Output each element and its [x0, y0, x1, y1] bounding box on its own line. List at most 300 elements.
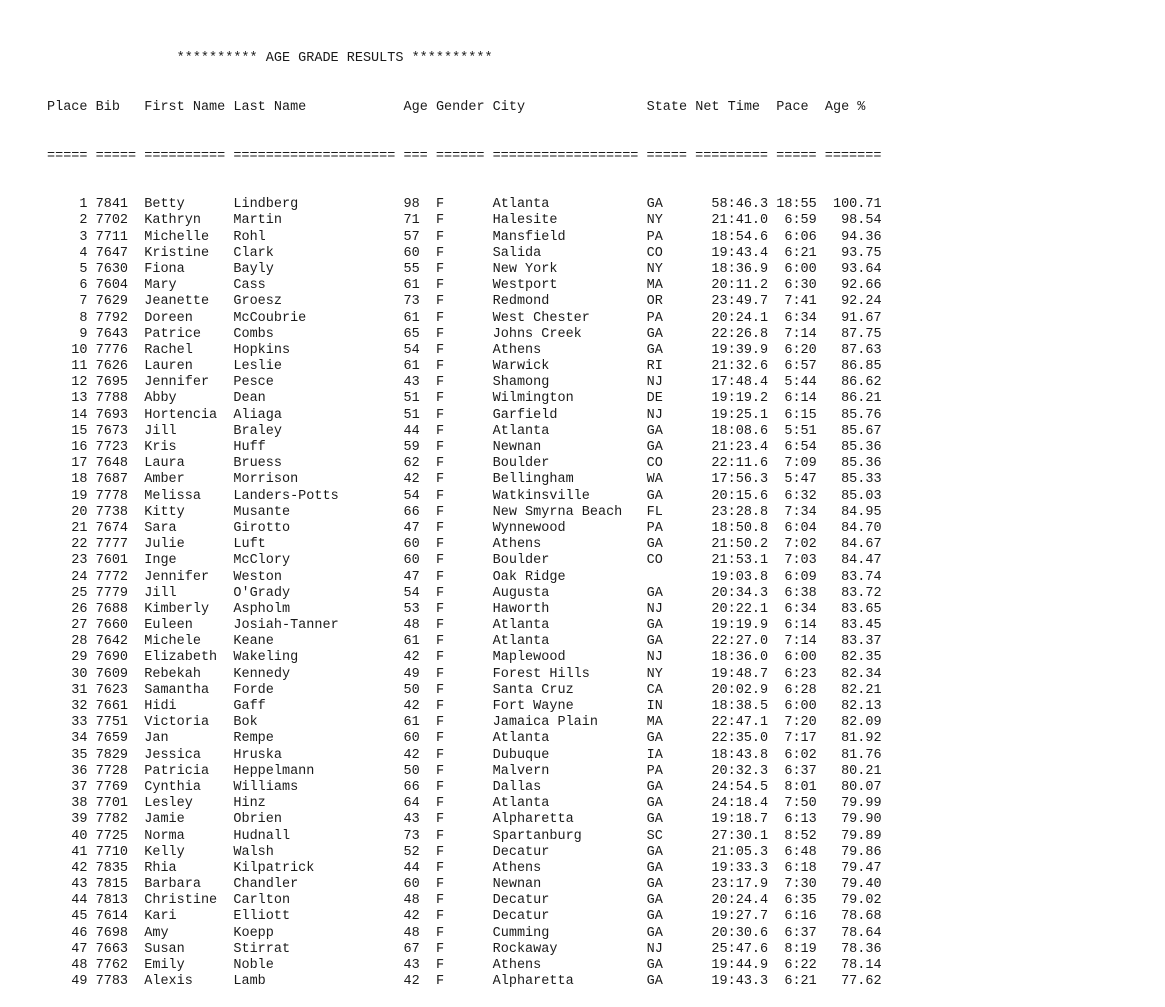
cell-age: 71 — [403, 213, 428, 229]
cell-age: 61 — [403, 715, 428, 731]
cell-pace: 6:04 — [776, 520, 817, 536]
cell-last-name: Keane — [233, 634, 396, 650]
cell-place: 40 — [47, 828, 88, 844]
cell-bib: 7783 — [95, 974, 137, 990]
table-row — [47, 408, 882, 424]
cell-bib: 7660 — [95, 618, 137, 634]
cell-place: 15 — [47, 423, 88, 439]
cell-place: 11 — [47, 359, 88, 375]
cell-age-pct: 79.47 — [824, 860, 882, 876]
cell-first-name: Rachel — [144, 342, 226, 358]
cell-state: GA — [646, 860, 688, 876]
cell-first-name: Kitty — [144, 504, 226, 520]
cell-city: Boulder — [492, 456, 639, 472]
cell-net-time: 21:32.6 — [695, 359, 769, 375]
cell-state — [647, 570, 688, 585]
cell-place: 30 — [47, 666, 88, 682]
cell-net-time: 19:39.9 — [695, 342, 769, 358]
cell-city: Jamaica Plain — [492, 715, 639, 731]
cell-pace: 6:20 — [776, 342, 817, 358]
cell-gender: F — [435, 763, 485, 779]
cell-net-time: 19:48.7 — [695, 666, 769, 682]
cell-last-name: O'Grady — [233, 585, 396, 601]
cell-last-name: Huff — [233, 440, 396, 455]
cell-bib: 7674 — [95, 520, 137, 536]
cell-age-pct: 82.35 — [824, 650, 882, 666]
cell-age-pct: 86.85 — [824, 359, 882, 375]
cell-state: GA — [646, 488, 688, 504]
cell-age-pct: 85.03 — [824, 488, 882, 504]
cell-net-time: 22:35.0 — [695, 731, 769, 747]
cell-last-name: Noble — [233, 958, 396, 973]
cell-city: New York — [492, 261, 639, 277]
cell-city: Dubuque — [492, 747, 639, 763]
cell-gender: F — [435, 844, 485, 860]
cell-first-name: Elizabeth — [144, 650, 226, 666]
cell-first-name: Kari — [144, 909, 226, 925]
cell-net-time: 18:36.0 — [695, 650, 769, 666]
cell-gender: F — [435, 941, 485, 957]
cell-age: 67 — [403, 941, 428, 957]
cell-first-name: Betty — [144, 197, 226, 213]
cell-gender: F — [435, 860, 485, 876]
table-row — [47, 812, 882, 828]
cell-pace: 7:30 — [776, 877, 817, 893]
cell-last-name: Hinz — [233, 796, 396, 812]
cell-first-name: Lauren — [144, 359, 226, 375]
cell-first-name: Fiona — [144, 261, 226, 277]
table-row — [47, 683, 882, 699]
cell-bib: 7698 — [95, 925, 137, 941]
cell-city: Maplewood — [492, 650, 639, 666]
cell-age: 59 — [403, 440, 428, 455]
cell-place: 10 — [47, 342, 88, 358]
cell-last-name: Forde — [233, 682, 396, 698]
cell-age-pct: 93.64 — [824, 261, 882, 277]
cell-gender: F — [435, 310, 485, 326]
cell-net-time: 18:43.8 — [695, 747, 769, 763]
table-row — [47, 780, 882, 796]
cell-place: 20 — [47, 504, 88, 520]
cell-first-name: Jennifer — [144, 375, 226, 391]
cell-age-pct: 81.92 — [824, 731, 882, 747]
cell-last-name: Bruess — [233, 456, 396, 472]
cell-state: CO — [646, 456, 688, 472]
cell-age-pct: 83.37 — [824, 634, 882, 650]
cell-bib: 7776 — [95, 342, 137, 358]
cell-gender: F — [435, 197, 485, 213]
cell-age-pct: 84.70 — [824, 520, 882, 536]
cell-state: IN — [646, 699, 688, 714]
table-row — [47, 359, 882, 375]
cell-state: GA — [646, 618, 688, 634]
cell-place: 5 — [47, 261, 88, 277]
cell-gender: F — [435, 974, 485, 990]
cell-age: 42 — [403, 974, 428, 990]
cell-city: Spartanburg — [492, 828, 639, 844]
cell-state: GA — [646, 197, 688, 213]
cell-age: 42 — [403, 472, 428, 488]
cell-pace: 6:00 — [776, 261, 817, 277]
table-row — [47, 456, 882, 472]
cell-bib: 7643 — [95, 326, 137, 342]
cell-first-name: Kris — [144, 440, 226, 455]
cell-last-name: Hudnall — [233, 828, 396, 844]
cell-age-pct: 82.13 — [824, 699, 882, 714]
cell-age: 43 — [403, 812, 428, 828]
cell-gender: F — [435, 229, 485, 245]
cell-net-time: 20:24.1 — [695, 310, 769, 326]
cell-bib: 7690 — [95, 650, 137, 666]
cell-age: 66 — [403, 504, 428, 520]
cell-net-time: 21:53.1 — [695, 553, 769, 569]
cell-bib: 7779 — [95, 585, 137, 601]
cell-pace: 5:47 — [776, 472, 817, 488]
cell-last-name: Landers-Potts — [233, 488, 396, 504]
cell-state: GA — [646, 796, 688, 812]
cell-age-pct: 83.45 — [824, 618, 882, 634]
cell-gender: F — [435, 601, 485, 617]
cell-age-pct: 81.76 — [824, 747, 882, 763]
cell-city: Athens — [492, 958, 639, 973]
cell-bib: 7711 — [95, 229, 137, 245]
cell-pace: 6:59 — [776, 213, 817, 229]
cell-pace: 6:54 — [776, 440, 817, 455]
table-row — [47, 634, 882, 650]
cell-gender: F — [435, 472, 485, 488]
cell-net-time: 19:43.3 — [695, 974, 769, 990]
table-row — [47, 440, 882, 456]
table-row — [47, 489, 882, 505]
cell-first-name: Rebekah — [144, 666, 226, 682]
cell-city: Wynnewood — [492, 520, 639, 536]
cell-city: Alpharetta — [492, 812, 639, 828]
table-row — [47, 764, 882, 780]
cell-age: 62 — [403, 456, 428, 472]
cell-net-time: 20:02.9 — [695, 682, 769, 698]
table-row — [47, 343, 882, 359]
cell-city: Watkinsville — [492, 488, 639, 504]
cell-first-name: Inge — [144, 553, 226, 569]
cell-gender: F — [435, 261, 485, 277]
cell-bib: 7630 — [95, 261, 137, 277]
header-row — [47, 100, 882, 116]
table-row — [47, 845, 882, 861]
cell-bib: 7659 — [95, 731, 137, 747]
cell-state: PA — [646, 763, 688, 779]
cell-pace: 6:06 — [776, 229, 817, 245]
cell-age-pct: 79.86 — [824, 844, 882, 860]
cell-gender: F — [435, 893, 485, 909]
cell-last-name: McClory — [233, 553, 396, 569]
cell-bib: 7723 — [95, 440, 137, 455]
cell-city: Bellingham — [492, 472, 639, 488]
cell-city: Atlanta — [492, 618, 639, 634]
cell-city: Newnan — [492, 440, 639, 455]
cell-first-name: Susan — [144, 941, 226, 957]
cell-first-name: Hidi — [144, 699, 226, 714]
cell-net-time: 19:25.1 — [695, 407, 769, 423]
cell-net-time: 20:15.6 — [695, 488, 769, 504]
cell-age: 50 — [403, 682, 428, 698]
cell-bib: 7695 — [95, 375, 137, 391]
cell-age: 61 — [403, 359, 428, 375]
table-row — [47, 748, 882, 764]
cell-gender: F — [435, 925, 485, 941]
cell-place: 33 — [47, 715, 88, 731]
cell-age: 52 — [403, 844, 428, 860]
cell-age-pct: 84.95 — [824, 504, 882, 520]
cell-gender: F — [435, 796, 485, 812]
cell-age-pct: 92.24 — [824, 294, 882, 310]
cell-bib: 7688 — [95, 601, 137, 617]
cell-age: 66 — [403, 779, 428, 795]
cell-age: 55 — [403, 261, 428, 277]
cell-bib: 7701 — [95, 796, 137, 812]
cell-first-name: Amber — [144, 472, 226, 488]
cell-gender: F — [435, 537, 485, 553]
cell-state: NY — [646, 261, 688, 277]
cell-place: 47 — [47, 941, 88, 957]
cell-place: 12 — [47, 375, 88, 391]
cell-gender: F — [435, 294, 485, 310]
cell-pace: 6:02 — [776, 747, 817, 763]
cell-gender: F — [435, 666, 485, 682]
cell-gender: F — [435, 245, 485, 261]
cell-age: 47 — [403, 569, 428, 585]
cell-bib: 7725 — [95, 828, 137, 844]
cell-last-name: Carlton — [233, 893, 396, 909]
cell-last-name: Gaff — [233, 699, 396, 714]
cell-pace: 6:21 — [776, 974, 817, 990]
cell-city: Decatur — [492, 893, 639, 909]
table-row — [47, 586, 882, 602]
cell-place: 43 — [47, 877, 88, 893]
cell-first-name: Patricia — [144, 763, 226, 779]
cell-pace: 6:37 — [776, 925, 817, 941]
table-row — [47, 877, 882, 893]
table-row — [47, 521, 882, 537]
cell-last-name: Clark — [233, 245, 396, 261]
cell-last-name: Martin — [233, 213, 396, 229]
cell-first-name: Kristine — [144, 245, 226, 261]
cell-state: GA — [646, 440, 688, 455]
cell-net-time: 19:03.8 — [695, 569, 769, 585]
cell-net-time: 21:05.3 — [695, 844, 769, 860]
cell-state: MA — [646, 278, 688, 294]
cell-pace: 6:21 — [776, 245, 817, 261]
cell-age-pct: 98.54 — [824, 213, 882, 229]
cell-last-name: Groesz — [233, 294, 396, 310]
table-row — [47, 909, 882, 925]
cell-bib: 7835 — [95, 860, 137, 876]
cell-city: Rockaway — [492, 941, 639, 957]
cell-bib: 7604 — [95, 278, 137, 294]
cell-last-name: Weston — [233, 569, 396, 585]
cell-age: 54 — [403, 488, 428, 504]
cell-age-pct: 91.67 — [824, 310, 882, 326]
cell-age-pct: 100.71 — [824, 197, 882, 213]
cell-gender: F — [435, 747, 485, 763]
cell-state: SC — [646, 828, 688, 844]
cell-pace: 7:34 — [776, 504, 817, 520]
table-row — [47, 391, 882, 407]
cell-place: 7 — [47, 294, 88, 310]
cell-last-name: Aliaga — [233, 407, 396, 423]
cell-first-name: Doreen — [144, 310, 226, 326]
cell-place: 4 — [47, 245, 88, 261]
cell-pace: 8:52 — [776, 828, 817, 844]
cell-city: Atlanta — [492, 796, 639, 812]
cell-place: 49 — [47, 974, 88, 990]
cell-net-time: 23:17.9 — [695, 877, 769, 893]
table-row — [47, 699, 882, 715]
cell-bib: 7614 — [95, 909, 137, 925]
cell-age: 65 — [403, 326, 428, 342]
cell-city: Redmond — [492, 294, 639, 310]
cell-place: 32 — [47, 699, 88, 714]
cell-bib: 7693 — [95, 407, 137, 423]
cell-pace: 8:19 — [776, 941, 817, 957]
cell-pace: 6:57 — [776, 359, 817, 375]
cell-city: Halesite — [492, 213, 639, 229]
cell-last-name: Rohl — [233, 229, 396, 245]
table-row — [47, 197, 882, 213]
cell-first-name: Amy — [144, 925, 226, 941]
cell-gender: F — [435, 456, 485, 472]
cell-net-time: 17:48.4 — [695, 375, 769, 391]
cell-age-pct: 85.33 — [824, 472, 882, 488]
cell-gender: F — [435, 326, 485, 342]
cell-net-time: 25:47.6 — [695, 941, 769, 957]
cell-gender: F — [435, 715, 485, 731]
cell-pace: 6:13 — [776, 812, 817, 828]
cell-age: 57 — [403, 229, 428, 245]
cell-place: 31 — [47, 682, 88, 698]
cell-age: 42 — [403, 699, 428, 714]
cell-state: GA — [646, 958, 688, 973]
cell-gender: F — [435, 569, 485, 585]
cell-first-name: Emily — [144, 958, 226, 973]
table-row — [47, 861, 882, 877]
cell-first-name: Kathryn — [144, 213, 226, 229]
cell-gender: F — [435, 699, 485, 714]
cell-age-pct: 78.64 — [824, 925, 882, 941]
cell-state: GA — [646, 877, 688, 893]
header-last-name: Last Name — [233, 100, 396, 115]
cell-age: 60 — [403, 245, 428, 261]
header-age-pct: Age % — [824, 100, 882, 115]
cell-state: NJ — [646, 601, 688, 617]
cell-age-pct: 82.34 — [824, 666, 882, 682]
cell-net-time: 19:27.7 — [695, 909, 769, 925]
cell-place: 24 — [47, 569, 88, 585]
cell-net-time: 19:33.3 — [695, 860, 769, 876]
cell-first-name: Jennifer — [144, 569, 226, 585]
cell-net-time: 22:11.6 — [695, 456, 769, 472]
cell-pace: 6:37 — [776, 763, 817, 779]
cell-net-time: 23:49.7 — [695, 294, 769, 310]
cell-bib: 7661 — [95, 699, 137, 714]
report-title: ********** AGE GRADE RESULTS ********** — [176, 51, 493, 67]
cell-place: 25 — [47, 585, 88, 601]
cell-age: 44 — [403, 423, 428, 439]
cell-last-name: Rempe — [233, 731, 396, 747]
cell-pace: 6:00 — [776, 699, 817, 714]
cell-state: NJ — [646, 375, 688, 391]
cell-city: Atlanta — [492, 731, 639, 747]
cell-net-time: 21:41.0 — [695, 213, 769, 229]
cell-age-pct: 82.21 — [824, 682, 882, 698]
cell-pace: 7:03 — [776, 553, 817, 569]
cell-age: 60 — [403, 553, 428, 569]
cell-pace: 7:50 — [776, 796, 817, 812]
cell-first-name: Cynthia — [144, 779, 226, 795]
cell-bib: 7738 — [95, 504, 137, 520]
cell-age: 73 — [403, 828, 428, 844]
cell-net-time: 20:34.3 — [695, 585, 769, 601]
cell-state: IA — [646, 747, 688, 763]
cell-bib: 7777 — [95, 537, 137, 553]
cell-first-name: Hortencia — [144, 407, 226, 423]
cell-place: 9 — [47, 326, 88, 342]
cell-first-name: Alexis — [144, 974, 226, 990]
cell-age-pct: 85.76 — [824, 407, 882, 423]
cell-last-name: Braley — [233, 423, 396, 439]
header-city: City — [492, 100, 639, 115]
cell-state: CO — [646, 553, 688, 569]
cell-gender: F — [435, 634, 485, 650]
cell-last-name: Combs — [233, 326, 396, 342]
cell-gender: F — [435, 812, 485, 828]
title-indent — [47, 51, 177, 66]
cell-first-name: Jeanette — [144, 294, 226, 310]
cell-state: NJ — [646, 941, 688, 957]
cell-city: Oak Ridge — [492, 569, 639, 585]
cell-age: 60 — [403, 877, 428, 893]
cell-net-time: 18:50.8 — [695, 520, 769, 536]
cell-age: 61 — [403, 634, 428, 650]
header-state: State — [646, 100, 688, 115]
cell-state: NY — [646, 213, 688, 229]
cell-pace: 6:28 — [776, 682, 817, 698]
cell-age: 48 — [403, 893, 428, 909]
cell-pace: 7:14 — [776, 634, 817, 650]
cell-state: RI — [646, 359, 688, 375]
cell-first-name: Barbara — [144, 877, 226, 893]
cell-bib: 7728 — [95, 763, 137, 779]
cell-first-name: Michele — [144, 634, 226, 650]
cell-age: 54 — [403, 342, 428, 358]
cell-net-time: 23:28.8 — [695, 504, 769, 520]
cell-last-name: Girotto — [233, 520, 396, 536]
cell-first-name: Abby — [144, 391, 226, 407]
cell-age-pct: 78.36 — [824, 941, 882, 957]
cell-age-pct: 85.36 — [824, 456, 882, 472]
cell-age: 54 — [403, 585, 428, 601]
cell-first-name: Jamie — [144, 812, 226, 828]
table-row — [47, 327, 882, 343]
table-row — [47, 974, 882, 990]
cell-pace: 7:02 — [776, 537, 817, 553]
cell-place: 21 — [47, 520, 88, 536]
cell-age-pct: 85.67 — [824, 423, 882, 439]
cell-pace: 6:35 — [776, 893, 817, 909]
cell-net-time: 19:44.9 — [695, 958, 769, 973]
cell-state: GA — [646, 326, 688, 342]
cell-place: 37 — [47, 779, 88, 795]
cell-pace: 6:00 — [776, 650, 817, 666]
